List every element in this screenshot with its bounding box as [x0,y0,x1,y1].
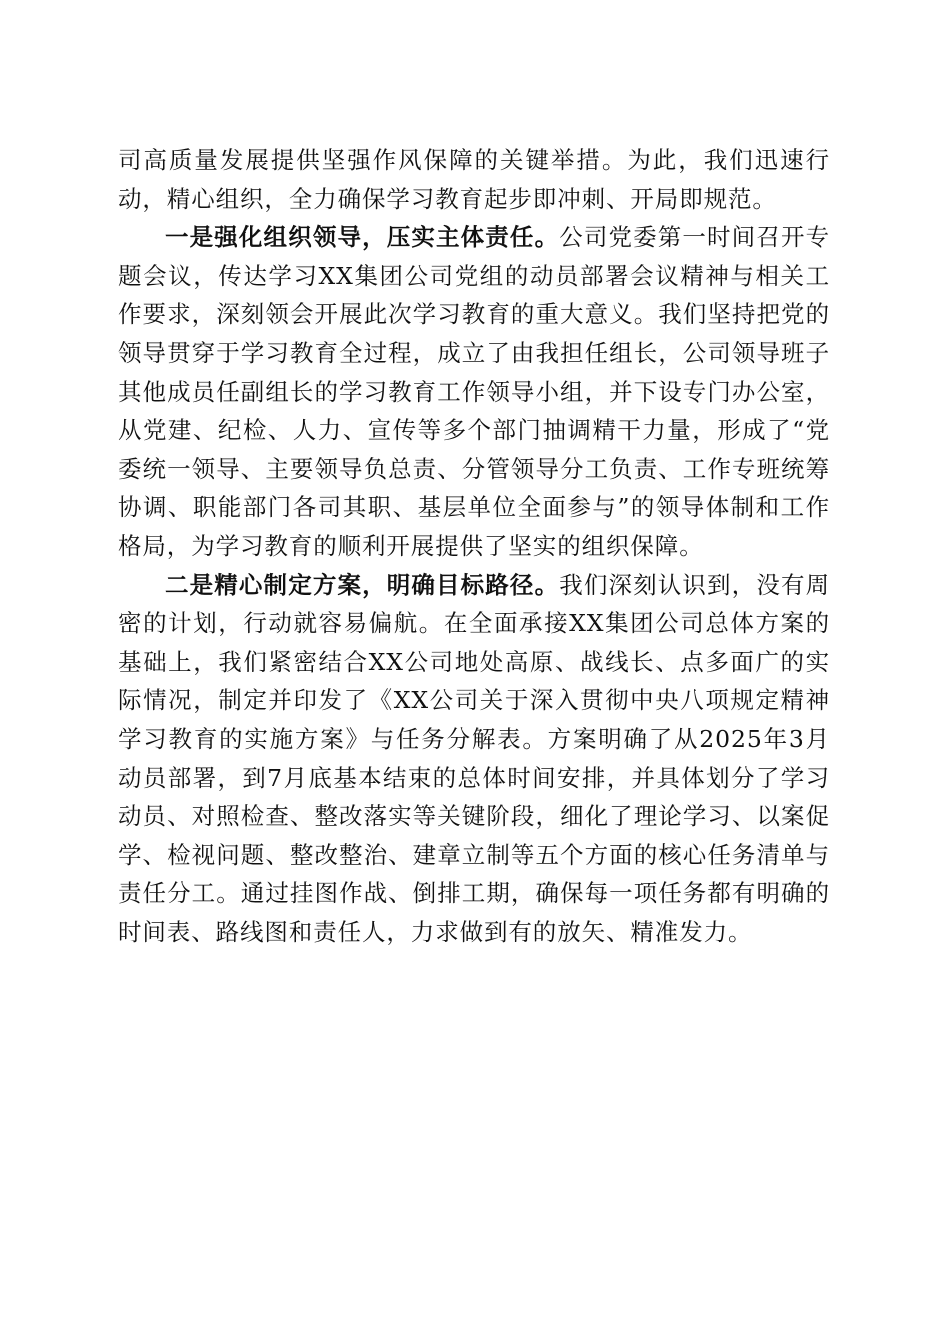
paragraph-lead-heading: 一是强化组织领导，压实主体责任。 [165,223,560,252]
paragraph-organization-leadership [118,218,830,565]
paragraph-continuation: 司高质量发展提供坚强作风保障的关键举措。为此，我们迅速行动，精心组织，全力确保学习教育起步即冲刺、开局即规范。 [118,146,830,213]
document-body [118,141,830,951]
paragraph-body-text: 我们深刻认识到，没有周密的计划，行动就容易偏航。在全面承接XX集团公司总体方案的基础上，我们紧密结合XX公司地处高原、战线长、点多面广的实际情况，制定并印发了《XX公司关于深入贯彻中央八项规定精神学习教育的实施方案》与任务分解表。方案明确了从2025年3月动员部署，到7月底基本结束的总体时间安排，并具体划分了学习动员、对照检查、整改落实等关键阶段，细化了理论学习、以案促学、检视问题、整改整治、建章立制等五个方面的核心任务清单与责任分工。通过挂图作战、倒排工期，确保每一项任务都有明确的时间表、路线图和责任人，力求做到有的放矢、精准发力。 [118,570,830,946]
paragraph-plan-formulation [118,566,830,952]
paragraph-lead-heading: 二是精心制定方案，明确目标路径。 [165,570,560,599]
paragraph-body-text: 公司党委第一时间召开专题会议，传达学习XX集团公司党组的动员部署会议精神与相关工作要求，深刻领会开展此次学习教育的重大意义。我们坚持把党的领导贯穿于学习教育全过程，成立了由我担任组长，公司领导班子其他成员任副组长的学习教育工作领导小组，并下设专门办公室，从党建、纪检、人力、宣传等多个部门抽调精干力量，形成了“党委统一领导、主要领导负总责、分管领导分工负责、工作专班统筹协调、职能部门各司其职、基层单位全面参与”的领导体制和工作格局，为学习教育的顺利开展提供了坚实的组织保障。 [118,223,830,560]
